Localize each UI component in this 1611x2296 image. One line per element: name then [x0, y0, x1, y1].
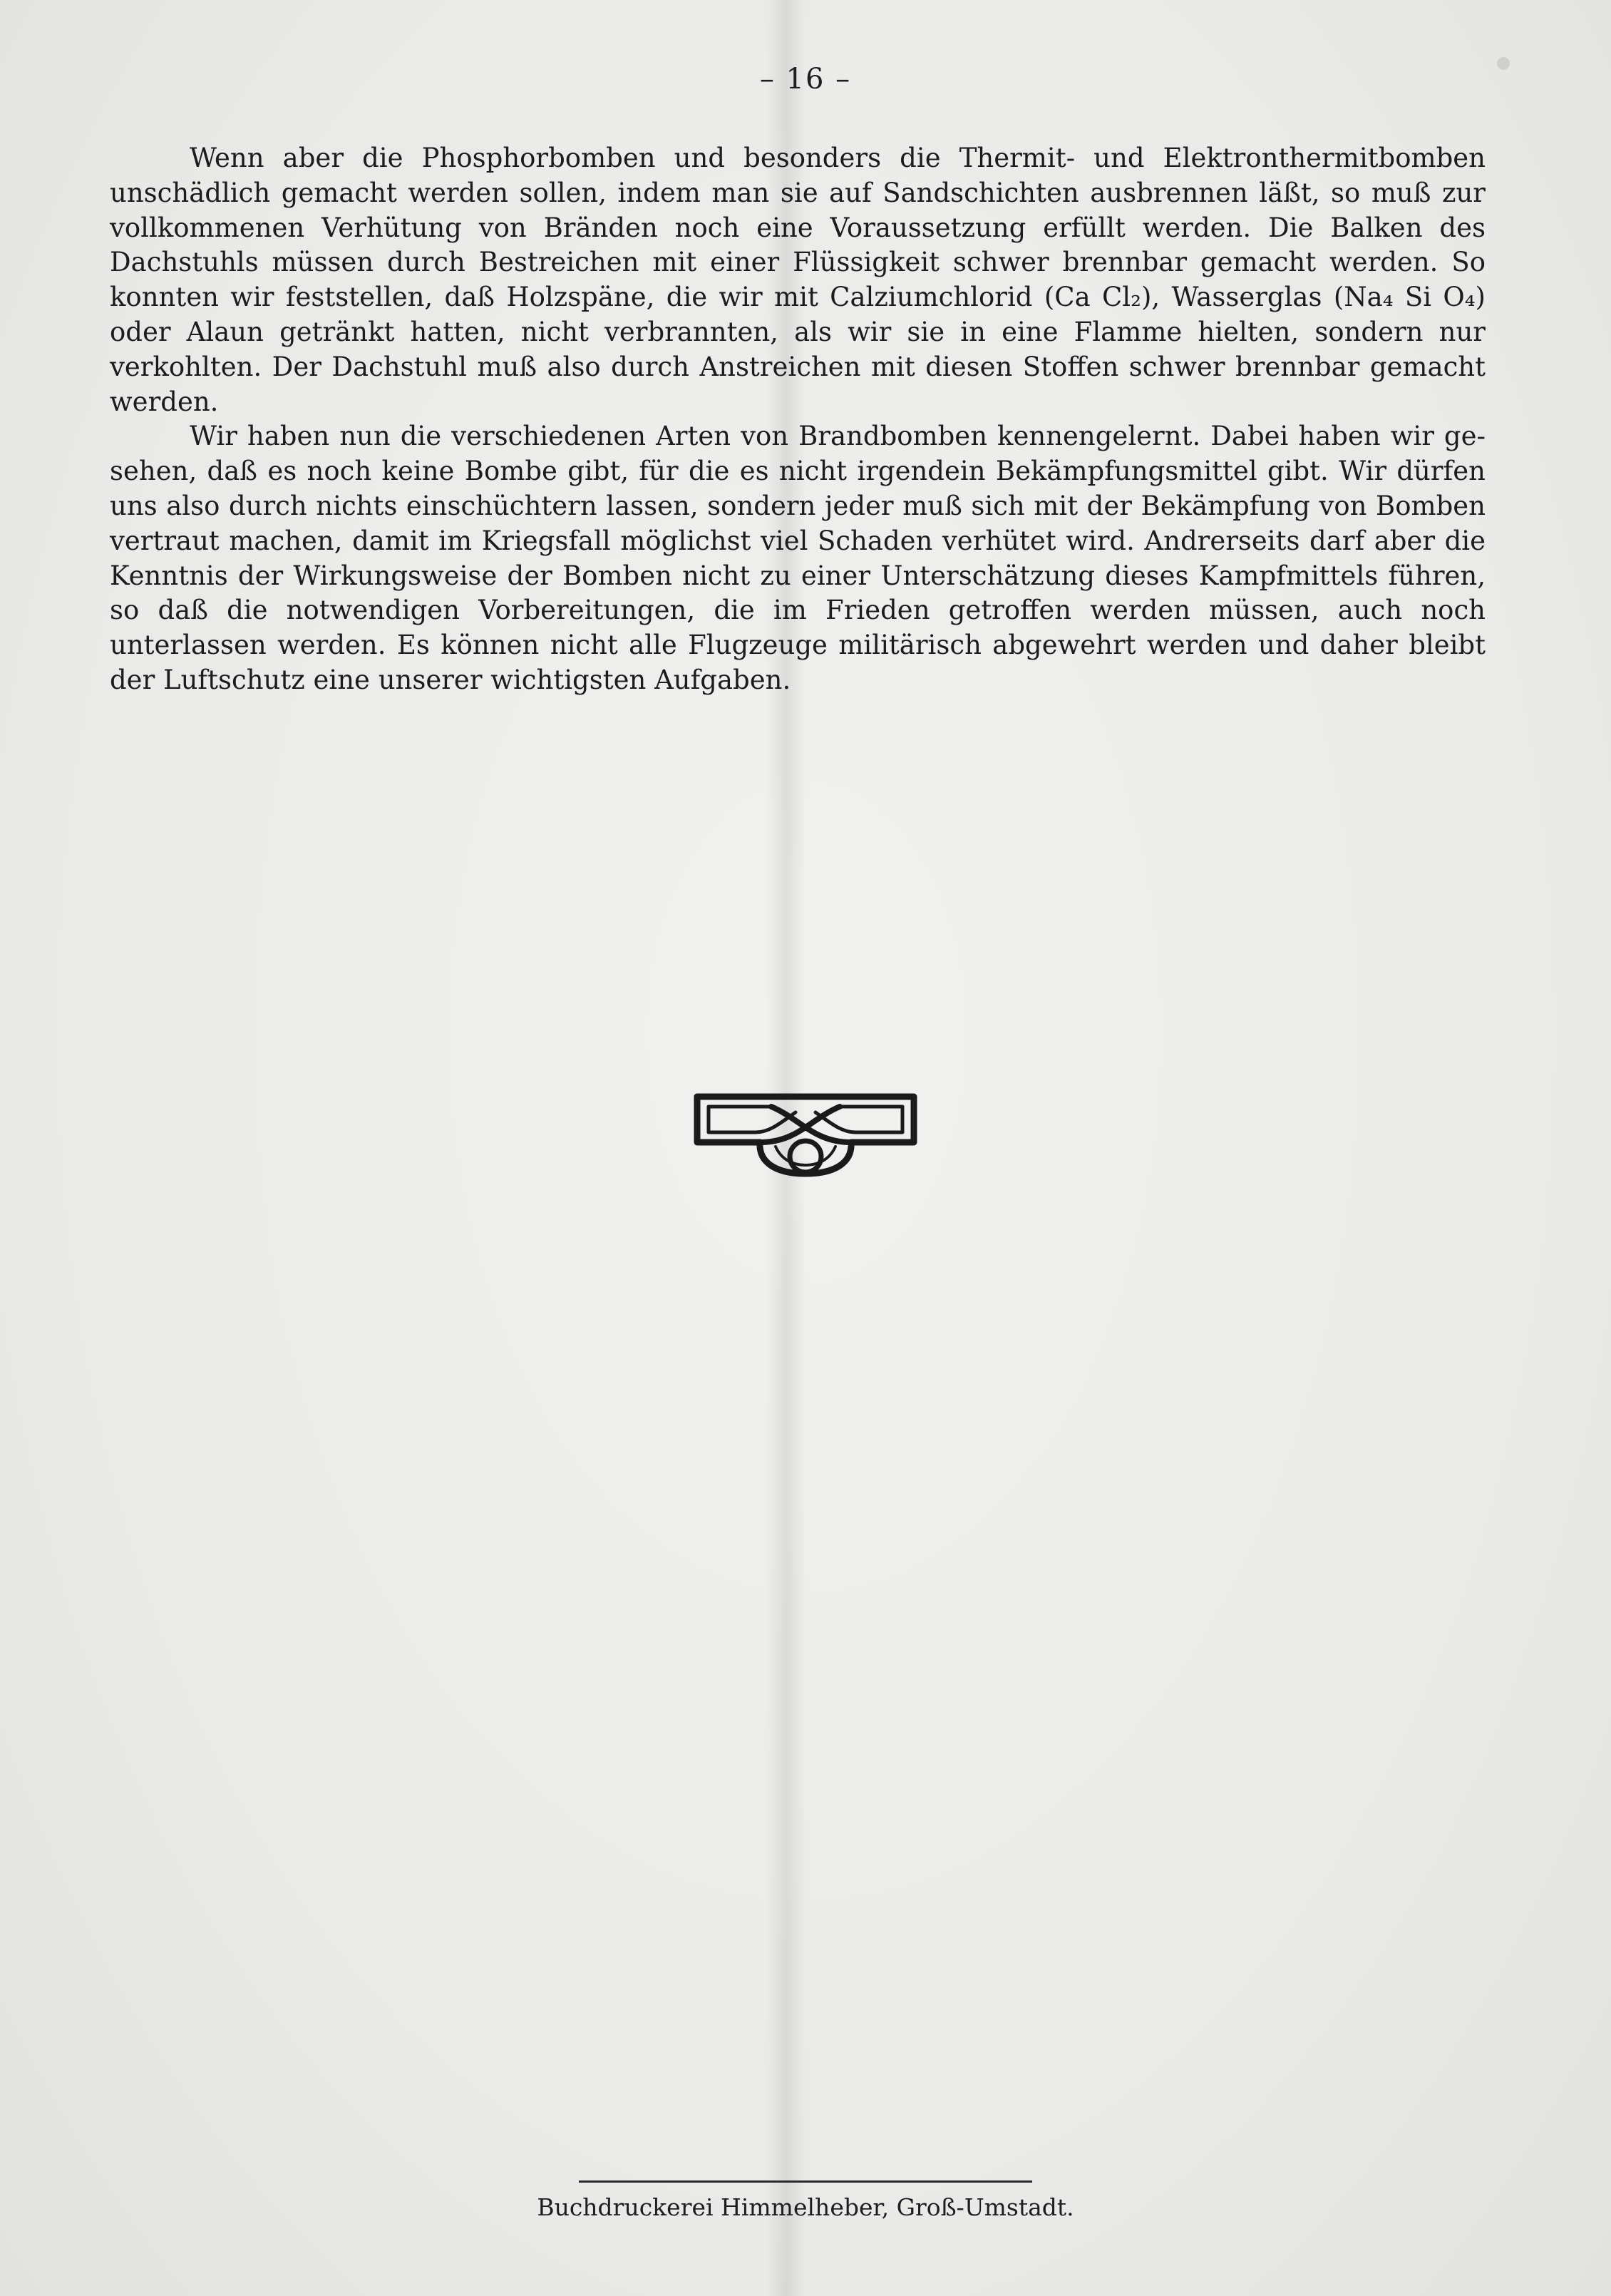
paragraph-1: Wenn aber die Phosphorbomben und besonders die Thermit- und Elektronthermitbomben unschädlich gemacht werden sollen, indem man sie auf Sandschichten ausbrennen läßt, so muß zur vollkommenen Verhütung von Bränden noch eine Voraussetzung erfüllt werden. Die Balken des Dachstuhls müssen durch Bestreichen mit einer Flüssigkeit schwer brennbar gemacht werden. So konnten wir feststellen, daß Holzspäne, die wir mit Calziumchlorid (Ca Cl₂), Wasserglas (Na₄ Si O₄) oder Alaun getränkt hatten, nicht verbrannten, als wir sie in eine Flamme hielten, sondern nur verkohlten. Der Dachstuhl muß also durch Anstreichen mit diesen Stoffen schwer brennbar gemacht werden.: [110, 143, 1486, 417]
body-text: [110, 141, 1486, 698]
printer-imprint: Buchdruckerei Himmelheber, Groß-Umstadt.: [537, 2193, 1074, 2221]
footer-rule: [579, 2180, 1032, 2183]
paragraph-2: Wir haben nun die verschiedenen Arten von Brandbomben kennengelernt. Dabei haben wir gesehen, daß es noch keine Bombe gibt, für die es nicht irgendein Bekämpfungsmittel gibt. Wir dürfen uns also durch nichts einschüchtern lassen, sondern jeder muß sich mit der Bekämpfung von Bomben vertraut machen, damit im Kriegsfall möglichst viel Schaden verhütet wird. Andrerseits darf aber die Kenntnis der Wirkungsweise der Bomben nicht zu einer Unterschätzung dieses Kampfmittels führen, so daß die notwendigen Vorbereitungen, die im Frieden getroffen werden müssen, auch noch unterlassen werden. Es können nicht alle Flugzeuge militärisch abgewehrt werden und daher bleibt der Luftschutz eine unserer wichtigsten Aufgaben.: [110, 421, 1486, 695]
page-number: – 16 –: [759, 63, 852, 96]
decorative-ornament-icon: [690, 1091, 921, 1181]
